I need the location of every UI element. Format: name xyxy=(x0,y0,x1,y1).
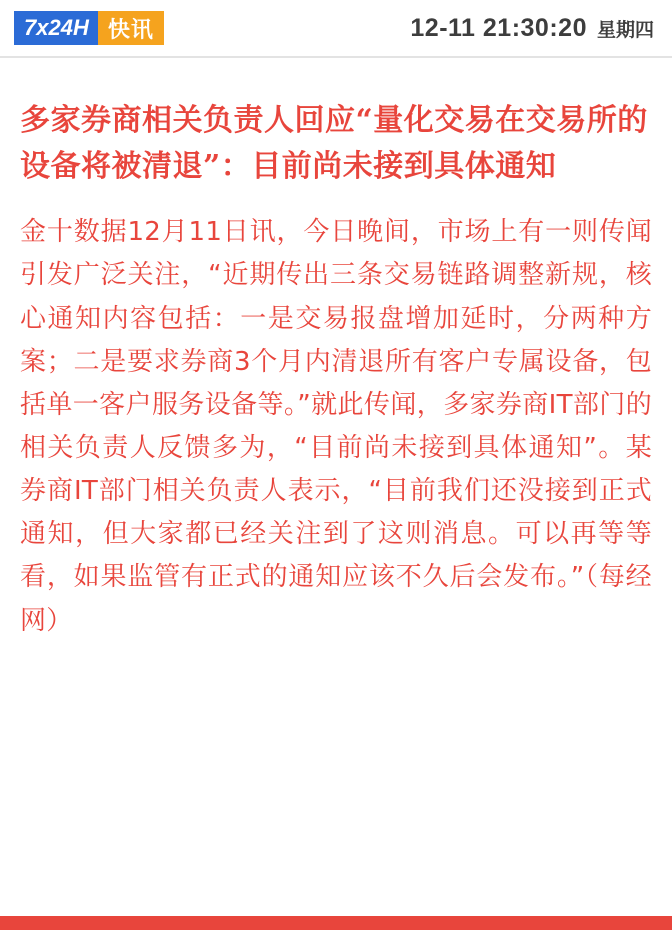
article-container xyxy=(0,58,672,643)
bottom-accent-bar xyxy=(0,916,672,930)
logo[interactable] xyxy=(14,11,164,45)
timestamp: 12-11 21:30:20 xyxy=(410,13,587,42)
weekday-label: 星期四 xyxy=(596,19,654,41)
article-headline: 多家券商相关负责人回应“量化交易在交易所的设备将被清退”：目前尚未接到具体通知 xyxy=(20,103,648,184)
logo-secondary-label: 快讯 xyxy=(98,11,164,45)
header-bar xyxy=(0,0,672,58)
logo-primary-label: 7x24H xyxy=(14,11,98,45)
article-body: 金十数据12月11日讯，今日晚间，市场上有一则传闻引发广泛关注，“近期传出三条交易链路调整新规，核心通知内容包括：一是交易报盘增加延时，分两种方案；二是要求券商3个月内清退所有客户专属设备，包括单一客户服务设备等。”就此传闻，多家券商IT部门的相关负责人反馈多为，“目前尚未接到具体通知”。某券商IT部门相关负责人表示，“目前我们还没接到正式通知，但大家都已经关注到了这则消息。可以再等等看，如果监管有正式的通知应该不久后会发布。”（每经网） xyxy=(20,217,652,636)
